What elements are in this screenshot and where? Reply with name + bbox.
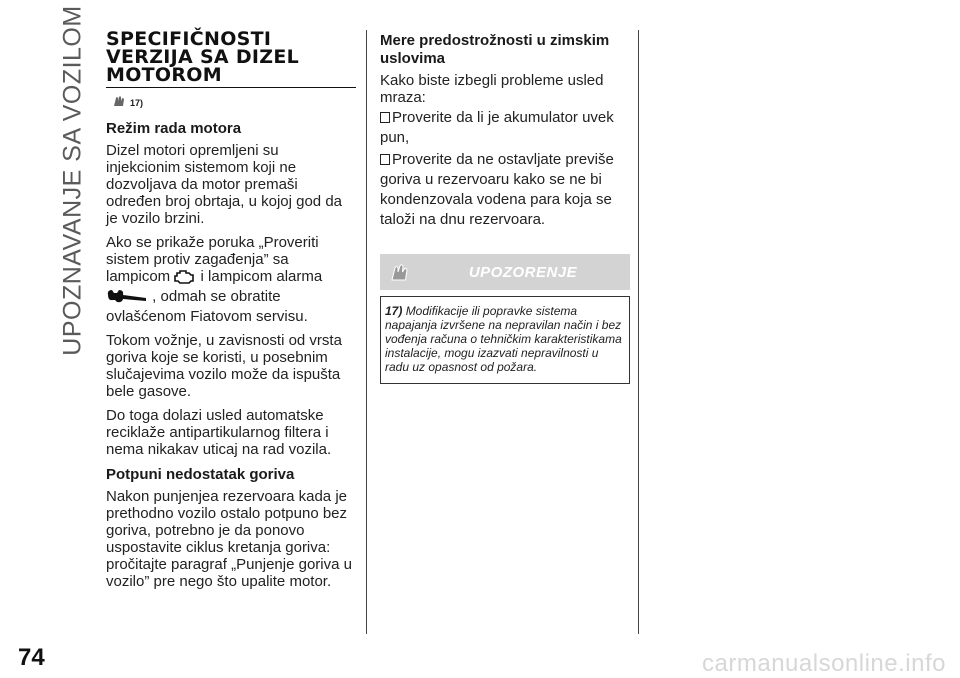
paragraph-injection: Dizel motori opremljeni su injekcionim sistemom koji ne dozvoljava da motor premaši određen broj obrtaja, u kojoj god da je vozilo brzini. bbox=[106, 142, 343, 227]
watermark: carmanualsonline.info bbox=[702, 650, 946, 677]
list-item-fuel-text: Proverite da ne ostavljate previše goriva u rezervoaru kako se ne bi kondenzovala vodena para koja se taloži na dnu rezervoara. bbox=[380, 151, 614, 228]
right-column bbox=[380, 30, 630, 384]
side-chapter-label bbox=[56, 4, 90, 356]
paragraph-white-smoke: Tokom vožnje, u zavisnosti od vrsta goriva koje se koristi, u posebnim slučajevima vozilo može da ispušta bele gasove. bbox=[106, 332, 342, 400]
warning-note-number: 17) bbox=[385, 304, 403, 318]
paragraph-refuel: Nakon punjenjea rezervoara kada je prethodno vozilo ostalo potpuno bez goriva, potrebno je da ponovo uspostavite ciklus kretanja goriva: pročitajte paragraf „Punjenje goriva u vozilo” pre nego što upalite motor. bbox=[106, 488, 352, 590]
paragraph-frost-intro: Kako biste izbegli probleme usled mraza: bbox=[380, 72, 604, 106]
section-title-line-3: MOTOROM bbox=[106, 64, 222, 86]
wrench-icon bbox=[106, 288, 148, 308]
warning-hand-icon bbox=[112, 94, 126, 113]
warning-note-text: Modifikacije ili popravke sistema napajanja izvršene na nepravilan način i bez vođenja računa o tehničkim karakteristikama instalacije, mogu izazvati nepravilnosti u radu uz opasnost od požara. bbox=[385, 304, 622, 374]
section-title bbox=[106, 30, 356, 88]
list-item-battery bbox=[380, 108, 630, 148]
warning-banner bbox=[380, 254, 630, 290]
pollution-text-c: , odmah se obratite ovlašćenom Fiatovom servisu. bbox=[106, 288, 308, 325]
column-divider-left bbox=[366, 30, 367, 634]
paragraph-filter-regeneration: Do toga dolazi usled automatske reciklaže antipartikularnog filtera i nema nikakav uticaj na rad vozila. bbox=[106, 407, 332, 458]
warning-title: UPOZORENJE bbox=[468, 263, 578, 281]
pollution-text-a: Ako se prikaže poruka „Proveriti sistem protiv zagađenja” sa lampicom bbox=[106, 234, 319, 285]
heading-winter-precautions: Mere predostrožnosti u zimskim uslovima bbox=[380, 32, 610, 67]
column-divider-right bbox=[638, 30, 639, 634]
warning-hand-icon bbox=[389, 261, 411, 288]
warning-note-box bbox=[380, 296, 630, 384]
page-number: 74 bbox=[18, 644, 45, 671]
list-item-fuel bbox=[380, 150, 630, 230]
left-column bbox=[106, 30, 356, 597]
heading-engine-mode: Režim rada motora bbox=[106, 120, 242, 137]
reference-line bbox=[112, 94, 356, 112]
heading-fuel-shortage: Potpuni nedostatak goriva bbox=[106, 466, 295, 483]
reference-number: 17) bbox=[130, 98, 144, 108]
paragraph-pollution-warning bbox=[106, 234, 356, 325]
pollution-text-b: i lampicom alarma bbox=[200, 268, 323, 285]
engine-check-icon bbox=[174, 269, 196, 288]
section-title-line-1: SPECIFIČNOSTI bbox=[106, 28, 272, 50]
checkbox-icon bbox=[380, 154, 390, 165]
section-title-line-2: VERZIJA SA DIZEL bbox=[106, 46, 300, 68]
checkbox-icon bbox=[380, 112, 390, 123]
list-item-battery-text: Proverite da li je akumulator uvek pun, bbox=[380, 109, 614, 146]
side-chapter-text: UPOZNAVANJE SA VOZILOM bbox=[58, 4, 87, 356]
